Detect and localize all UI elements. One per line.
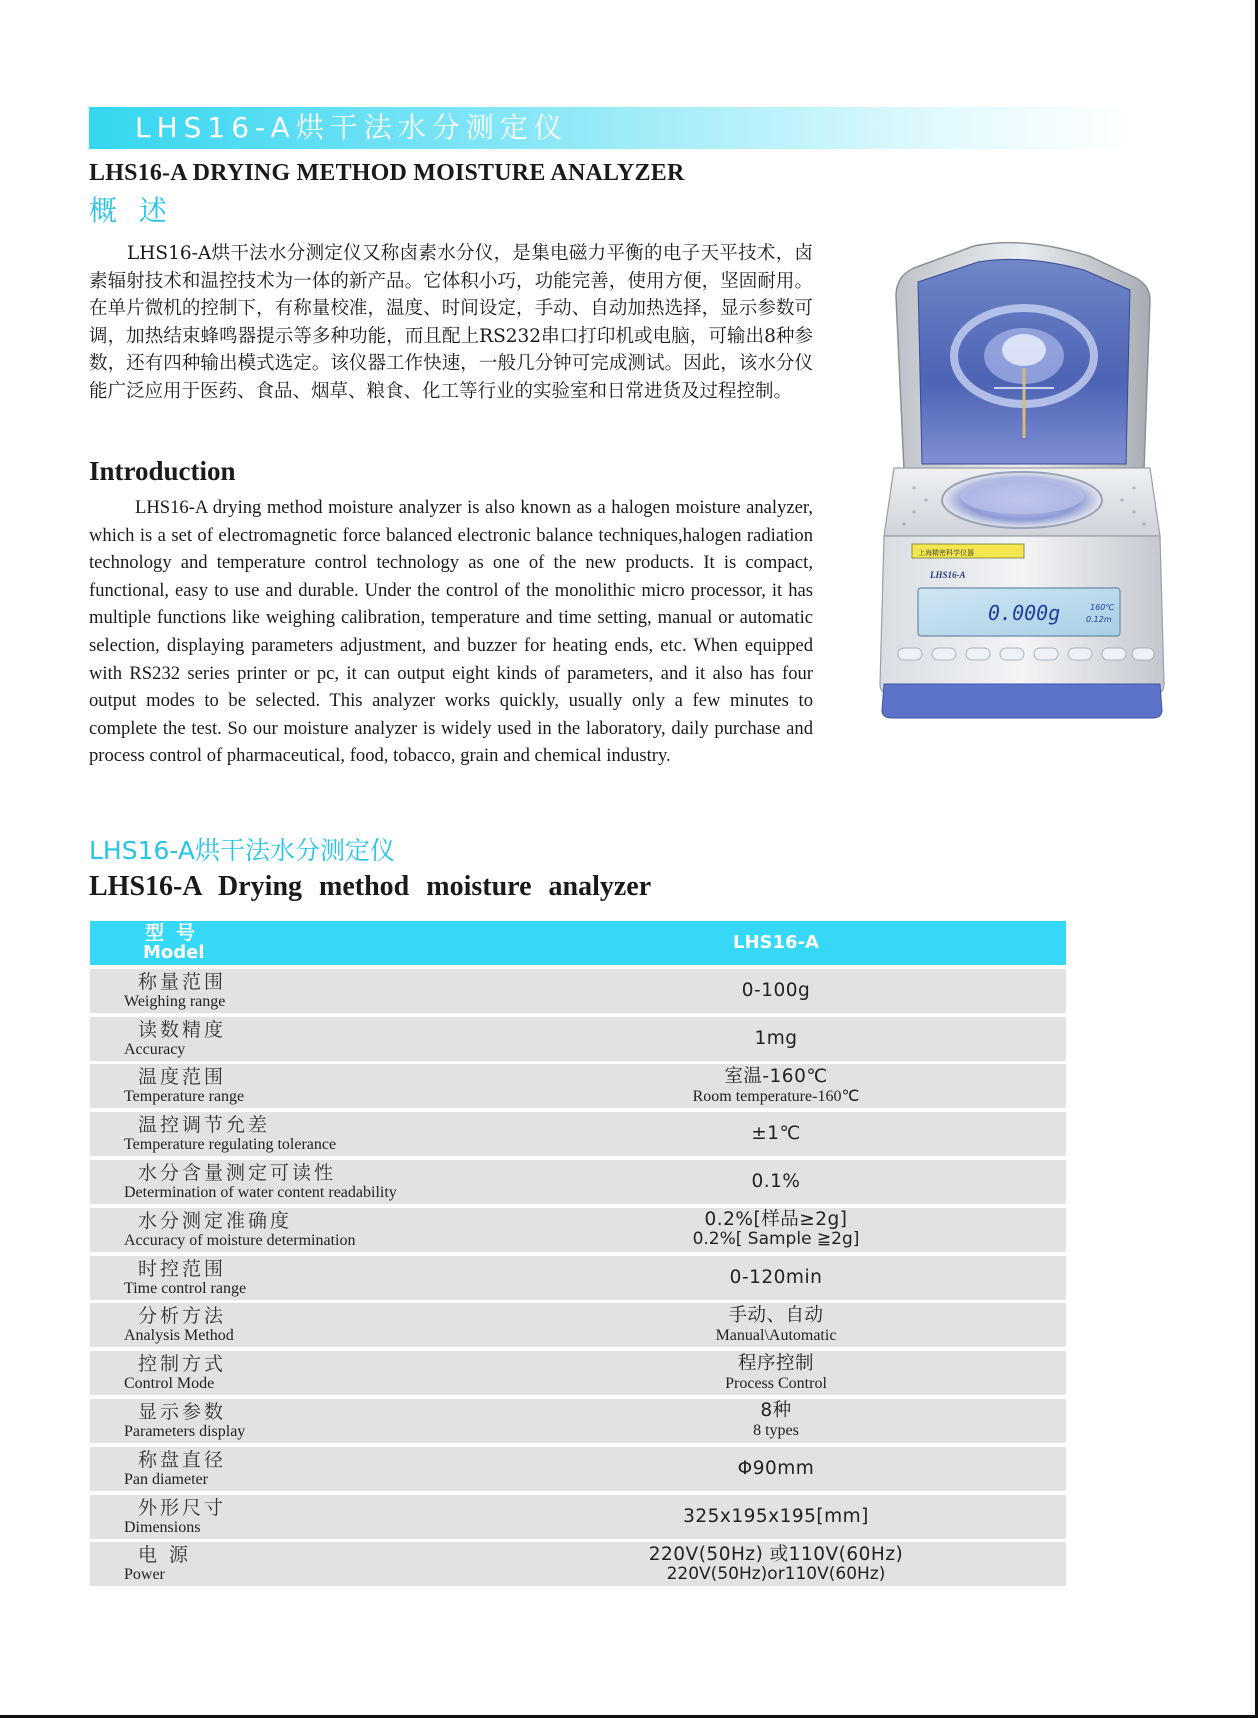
spec-row-weighing-range bbox=[90, 969, 1066, 1013]
spec-row-temperature-tolerance bbox=[90, 1112, 1066, 1156]
param-cn: 控制方式 bbox=[138, 1353, 227, 1376]
value: 220V(50Hz) 或110V(60Hz) bbox=[648, 1543, 904, 1565]
spec-row-temperature-range bbox=[90, 1064, 1066, 1108]
param-cn: 显示参数 bbox=[138, 1400, 227, 1423]
param-cn: 温控调节允差 bbox=[138, 1114, 271, 1137]
value: ±1℃ bbox=[751, 1123, 801, 1145]
spec-row-power bbox=[90, 1542, 1066, 1586]
value: 程序控制 bbox=[737, 1352, 814, 1374]
value: 0-100g bbox=[741, 979, 811, 1001]
product-photo bbox=[874, 238, 1170, 724]
value: 0.1% bbox=[751, 1170, 801, 1192]
overview-heading: 概述 bbox=[89, 194, 190, 227]
value-en: 8 types bbox=[753, 1422, 799, 1440]
param-cn: 时控范围 bbox=[138, 1257, 227, 1280]
value: 8种 bbox=[760, 1400, 792, 1422]
value-en: 0.2%[ Sample ≧2g] bbox=[692, 1229, 860, 1250]
param-en: Determination of water content readability bbox=[124, 1183, 397, 1201]
spec-row-time-control bbox=[90, 1256, 1066, 1300]
param-cn: 电 源 bbox=[138, 1544, 192, 1567]
value-en: Room temperature-160℃ bbox=[692, 1087, 860, 1105]
value: Φ90mm bbox=[737, 1457, 815, 1479]
english-title: LHS16-A DRYING METHOD MOISTURE ANALYZER bbox=[89, 160, 685, 186]
param-en: Power bbox=[124, 1566, 165, 1584]
spec-title-en: LHS16-A Drying method moisture analyzer bbox=[89, 871, 652, 902]
value: 0.2%[样品≥2g] bbox=[704, 1209, 848, 1231]
lcd-time: 0.12m bbox=[1086, 615, 1112, 624]
value-en: Manual\Automatic bbox=[715, 1326, 837, 1344]
value: 325x195x195[mm] bbox=[683, 1505, 869, 1527]
introduction-paragraph: LHS16-A drying method moisture analyzer is also known as a halogen moisture analyzer, which is a set of electromagnetic force balanced electronic balance techniques,halogen radiation technology and temperature control technology as one of the new products. It is compact, functional, easy to use and durable. Under the control of the monolithic micro processor, it has multiple functions like weighing calibration, temperature and time setting, manual or automatic selection, displaying parameters adjustment, and buzzer for heating ends, etc. When equipped with RS232 series printer or pc, it can output eight kinds of parameters, and it also has four output modes to be selected. This analyzer works quickly, usually only a few minutes to complete the test. So our moisture analyzer is widely used in the laboratory, daily purchase and process control of pharmaceutical, food, tobacco, grain and chemical industry. bbox=[89, 497, 813, 767]
introduction-heading: Introduction bbox=[89, 456, 236, 486]
value: 室温-160℃ bbox=[724, 1065, 828, 1087]
param-en: Pan diameter bbox=[124, 1470, 208, 1488]
title-bar-text: LHS16-A烘干法水分测定仪 bbox=[135, 111, 568, 144]
param-en: Accuracy of moisture determination bbox=[124, 1231, 356, 1249]
param-cn: 外形尺寸 bbox=[138, 1496, 227, 1519]
param-cn: 温度范围 bbox=[138, 1066, 227, 1089]
value: 手动、自动 bbox=[728, 1304, 824, 1326]
spec-row-control-mode bbox=[90, 1351, 1066, 1395]
base-foot bbox=[882, 684, 1162, 718]
param-en: Temperature range bbox=[124, 1088, 245, 1106]
value-en: Process Control bbox=[725, 1374, 827, 1392]
spec-table bbox=[90, 921, 1066, 1586]
param-en: Analysis Method bbox=[124, 1327, 234, 1345]
lcd-weight: 0.000g bbox=[988, 601, 1061, 625]
param-en: Temperature regulating tolerance bbox=[124, 1136, 337, 1154]
param-en: Control Mode bbox=[124, 1375, 215, 1393]
header-param-cn: 型号 bbox=[145, 922, 208, 944]
header-param-en: Model bbox=[143, 942, 205, 963]
param-en: Accuracy bbox=[124, 1040, 186, 1058]
label-plate-text: 上海精密科学仪器 bbox=[918, 549, 974, 557]
overview-paragraph: LHS16-A烘干法水分测定仪又称卤素水分仪，是集电磁力平衡的电子天平技术，卤素辐射技术和温控技术为一体的新产品。它体积小巧，功能完善，使用方便，坚固耐用。在单片微机的控制下，有称量校准，温度、时间设定，手动、自动加热选择，显示参数可调，加热结束蜂鸣器提示等多种功能，而且配上RS232串口打印机或电脑，可输出8种参数，还有四种输出模式选定。该仪器工作快速，一般几分钟可完成测试。因此，该水分仪能广泛应用于医药、食品、烟草、粮食、化工等行业的实验室和日常进货及过程控制。 bbox=[89, 243, 813, 402]
param-en: Parameters display bbox=[124, 1422, 246, 1440]
spec-title-cn: LHS16-A烘干法水分测定仪 bbox=[89, 836, 395, 865]
param-cn: 称盘直径 bbox=[138, 1448, 227, 1471]
spec-row-moisture-accuracy bbox=[90, 1208, 1066, 1252]
value: 1mg bbox=[754, 1027, 798, 1049]
param-cn: 水分含量测定可读性 bbox=[138, 1161, 337, 1184]
param-cn: 分析方法 bbox=[138, 1305, 227, 1328]
spec-row-accuracy bbox=[90, 1017, 1066, 1061]
value: 0-120min bbox=[729, 1266, 823, 1288]
lcd-temp: 160℃ bbox=[1090, 603, 1115, 612]
header-model: LHS16-A bbox=[733, 932, 819, 953]
param-en: Time control range bbox=[124, 1279, 247, 1297]
spec-row-analysis-method bbox=[90, 1303, 1066, 1347]
param-cn: 读数精度 bbox=[138, 1018, 227, 1041]
param-en: Dimensions bbox=[124, 1518, 201, 1536]
spec-row-pan-diameter bbox=[90, 1447, 1066, 1491]
spec-row-parameters-display bbox=[90, 1399, 1066, 1443]
spec-table-header bbox=[90, 921, 1066, 965]
param-en: Weighing range bbox=[124, 992, 226, 1010]
param-cn: 水分测定准确度 bbox=[138, 1209, 293, 1232]
model-plate-text: LHS16-A bbox=[930, 570, 966, 580]
spec-row-dimensions bbox=[90, 1495, 1066, 1539]
title-bar bbox=[89, 107, 1134, 149]
value-en: 220V(50Hz)or110V(60Hz) bbox=[666, 1563, 886, 1584]
spec-row-readability bbox=[90, 1160, 1066, 1204]
param-cn: 称量范围 bbox=[138, 970, 227, 993]
